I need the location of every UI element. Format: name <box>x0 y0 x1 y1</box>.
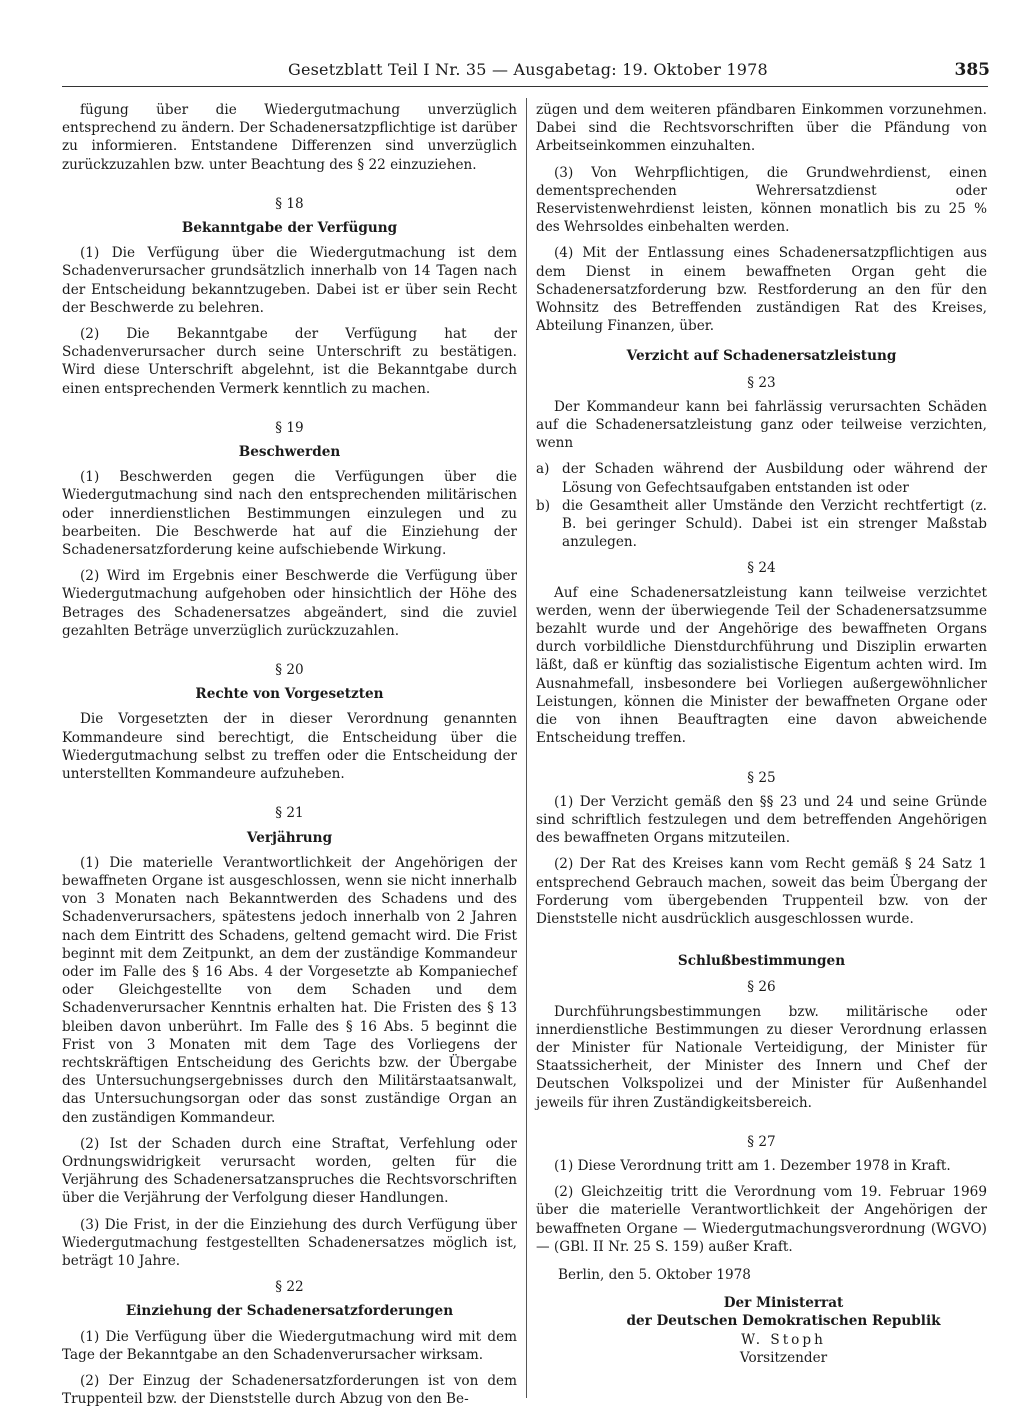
section-20-number: § 20 <box>275 662 304 679</box>
column-divider <box>526 98 527 1398</box>
section-19-para-2: (2) Wird im Ergebnis einer Beschwerde die Verfügung über Wiedergutmachung aufgehoben oder hinsichtlich der Höhe des Betrages des Schadenersatzes abgeändert, sind die zuviel gezahlten Beträge unverzüglich zurückzuzahlen. <box>62 568 517 639</box>
section-21-para-1: (1) Die materielle Verantwortlichkeit der Angehörigen der bewaffneten Organe ist ausgeschlossen, wenn sie nicht innerhalb von 3 Monaten nach Bekanntwerden des Schadens und des Schadenverursachers, spätestens jedoch innerhalb von 2 Jahren nach dem Eintritt des Schadens, geltend gemacht wird. Die Frist beginnt mit dem Zeitpunkt, an dem der zuständige Kommandeur oder im Falle des § 16 Abs. 4 der Vorgesetzte ab Kompaniechef oder Gleichgestellte von dem Schaden und dem Schadenverursacher Kenntnis erhalten hat. Die Fristen des § 13 bleiben davon unberührt. Im Falle des § 16 Abs. 5 beginnt die Frist von 3 Monaten mit dem Tage des Vorliegens der rechtskräftigen Entscheidung des Gerichts bzw. der Übergabe des Untersuchungsergebnisses durch den Militärstaatsanwalt, das Untersuchungsorgan oder das sonst zuständige Organ an den zuständigen Kommandeur. <box>62 854 517 1126</box>
section-26-number: § 26 <box>747 979 776 996</box>
list-item <box>536 497 987 552</box>
section-24-number: § 24 <box>747 560 776 577</box>
gazette-title: Gesetzblatt Teil I Nr. 35 — Ausgabetag: 19. Oktober 1978 <box>288 60 768 79</box>
list-marker: b) <box>536 497 551 514</box>
signature-org-1: Der Ministerrat <box>723 1295 844 1312</box>
section-21-heading: Verjährung <box>246 829 333 846</box>
section-25-number: § 25 <box>747 769 776 786</box>
section-21-para-3: (3) Die Frist, in der die Einziehung des durch Verfügung über Wiedergutmachung festgestellten Schadenersatzes möglich ist, beträgt 10 Jahre. <box>62 1216 517 1269</box>
signature-name: W. Stoph <box>741 1331 826 1348</box>
section-27-para-2: (2) Gleichzeitig tritt die Verordnung vom 19. Februar 1969 über die materielle Verantwortlichkeit der Angehörigen der bewaffneten Organe — Wiedergutmachungsverordnung (WGVO) — (GBl. II Nr. 25 S. 159) außer Kraft. <box>536 1184 987 1255</box>
list-marker: a) <box>536 461 550 478</box>
continuation-paragraph: fügung über die Wiedergutmachung unverzüglich entsprechend zu ändern. Der Schadenersatzpflichtige ist darüber zu informieren. Entstandene Differenzen sind unverzüglich zurückzuzahlen bzw. unter Beachtung des § 22 einzuziehen. <box>62 102 517 173</box>
section-22-number: § 22 <box>275 1279 304 1296</box>
section-19-heading: Beschwerden <box>238 444 341 461</box>
section-26-para-1: Durchführungsbestimmungen bzw. militärische oder innerdienstliche Bestimmungen zu dieser Verordnung erlassen der Minister für Nationale Verteidigung, der Minister für Staatssicherheit, der Minister des Innern und Chef der Deutschen Volkspolizei und der Minister für Außenhandel jeweils für ihren Zuständigkeitsbereich. <box>536 1003 987 1111</box>
section-24-para-1: Auf eine Schadenersatzleistung kann teilweise verzichtet werden, wenn der überwiegende Teil der Schadenersatzsumme bezahlt wurde und der Angehörige des bewaffneten Organs durch vorbildliche Dienstdurchführung und Disziplin erwarten läßt, daß er künftig das sozialistische Eigentum achten wird. Im Ausnahmefall, insbesondere bei Vorliegen außergewöhnlicher Leistungen, können die Minister der bewaffneten Organe oder die von ihnen Beauftragten eine davon abweichende Entscheidung treffen. <box>536 584 987 747</box>
section-22-para-3: (3) Von Wehrpflichtigen, die Grundwehrdienst, einen dementsprechenden Wehrersatzdienst oder Reservistenwehrdienst leisten, können monatlich bis zu 25 % des Wehrsoldes einbehalten werden. <box>536 164 987 236</box>
section-25-para-2: (2) Der Rat des Kreises kann vom Recht gemäß § 24 Satz 1 entsprechend Gebrauch machen, soweit das beim Übergang der Forderung vom übergebenden Truppenteil bzw. von der Dienststelle nicht ausdrücklich ausgeschlossen wurde. <box>536 856 987 927</box>
section-23-list <box>536 460 987 551</box>
section-22-para-1: (1) Die Verfügung über die Wiedergutmachung wird mit dem Tage der Bekanntgabe an den Schadenverursacher wirksam. <box>62 1328 517 1363</box>
date-line: Berlin, den 5. Oktober 1978 <box>558 1266 751 1283</box>
section-22-para-4: (4) Mit der Entlassung eines Schadenersatzpflichtigen aus dem Dienst in einem bewaffneten Organ geht die Schadenersatzforderung bzw. Restforderung an den für den Wohnsitz des Betreffenden zuständigen Rat des Kreises, Abteilung Finanzen, über. <box>536 245 987 335</box>
section-19-number: § 19 <box>275 419 304 436</box>
list-item <box>536 460 987 496</box>
list-text: die Gesamtheit aller Umstände den Verzicht rechtfertigt (z. B. bei geringer Schuld). Dabei ist ein strenger Maßstab anzulegen. <box>562 497 987 551</box>
section-25-para-1: (1) Der Verzicht gemäß den §§ 23 und 24 und seine Gründe sind schriftlich festzulegen und dem betreffenden Angehörigen des bewaffneten Organs mitzuteilen. <box>536 793 987 847</box>
section-19-para-1: (1) Beschwerden gegen die Verfügungen über die Wiedergutmachung sind nach den entsprechenden militärischen oder innerdienstlichen Bestimmungen einzulegen und zu bearbeiten. Die Beschwerde hat auf die Einziehung der Schadenersatzforderung keine aufschiebende Wirkung. <box>62 469 517 559</box>
section-20-heading: Rechte von Vorgesetzten <box>195 686 384 703</box>
page-header <box>62 60 990 86</box>
section-20-para-1: Die Vorgesetzten der in dieser Verordnung genannten Kommandeure sind berechtigt, die Entscheidung über die Wiedergutmachung selbst zu treffen oder die Entscheidung der unterstellten Kommandeure aufzuheben. <box>62 711 517 783</box>
verzicht-heading: Verzicht auf Schadenersatzleistung <box>626 348 897 365</box>
section-22-para-2: (2) Der Einzug der Schadenersatzforderungen ist von dem Truppenteil bzw. der Dienststelle durch Abzug von den Be- <box>62 1372 517 1408</box>
header-rule <box>62 86 988 87</box>
page-number: 385 <box>954 60 990 80</box>
section-27-number: § 27 <box>747 1133 776 1150</box>
section-23-number: § 23 <box>747 374 776 391</box>
signature-org-2: der Deutschen Demokratischen Republik <box>626 1313 941 1330</box>
left-column <box>62 101 517 1416</box>
section-23-para-1: Der Kommandeur kann bei fahrlässig verursachten Schäden auf die Schadenersatzleistung ganz oder teilweise verzichten, wenn <box>536 398 987 452</box>
signature-role: Vorsitzender <box>739 1349 828 1366</box>
section-18-para-1: (1) Die Verfügung über die Wiedergutmachung ist dem Schadenverursacher grundsätzlich innerhalb von 14 Tagen nach der Entscheidung bekanntzugeben. Dabei ist er über sein Recht der Beschwerde zu belehren. <box>62 245 517 316</box>
section-18-number: § 18 <box>275 195 304 212</box>
section-18-para-2: (2) Die Bekanntgabe der Verfügung hat der Schadenverursacher durch seine Unterschrift zu bestätigen. Wird diese Unterschrift abgelehnt, ist die Bekanntgabe durch einen entsprechenden Vermerk kenntlich zu machen. <box>62 326 517 397</box>
schluss-heading: Schlußbestimmungen <box>677 953 846 970</box>
continuation-paragraph-right: zügen und dem weiteren pfändbaren Einkommen vorzunehmen. Dabei sind die Rechtsvorschriften über die Pfändung von Arbeitseinkommen einzuhalten. <box>536 102 987 155</box>
section-22-heading: Einziehung der Schadenersatzforderungen <box>125 1303 454 1320</box>
right-column <box>536 101 987 1367</box>
signature-block <box>536 1294 987 1367</box>
section-21-number: § 21 <box>275 805 304 822</box>
section-18-heading: Bekanntgabe der Verfügung <box>181 220 398 237</box>
section-27-para-1: (1) Diese Verordnung tritt am 1. Dezember 1978 in Kraft. <box>554 1157 951 1174</box>
section-21-para-2: (2) Ist der Schaden durch eine Straftat, Verfehlung oder Ordnungswidrigkeit verursacht worden, gelten für die Verjährung des Schadenersatzanspruches die Rechtsvorschriften über die Verjährung der Verfolgung dieser Handlungen. <box>62 1135 517 1207</box>
list-text: der Schaden während der Ausbildung oder während der Lösung von Gefechtsaufgaben entstanden ist oder <box>562 461 987 496</box>
